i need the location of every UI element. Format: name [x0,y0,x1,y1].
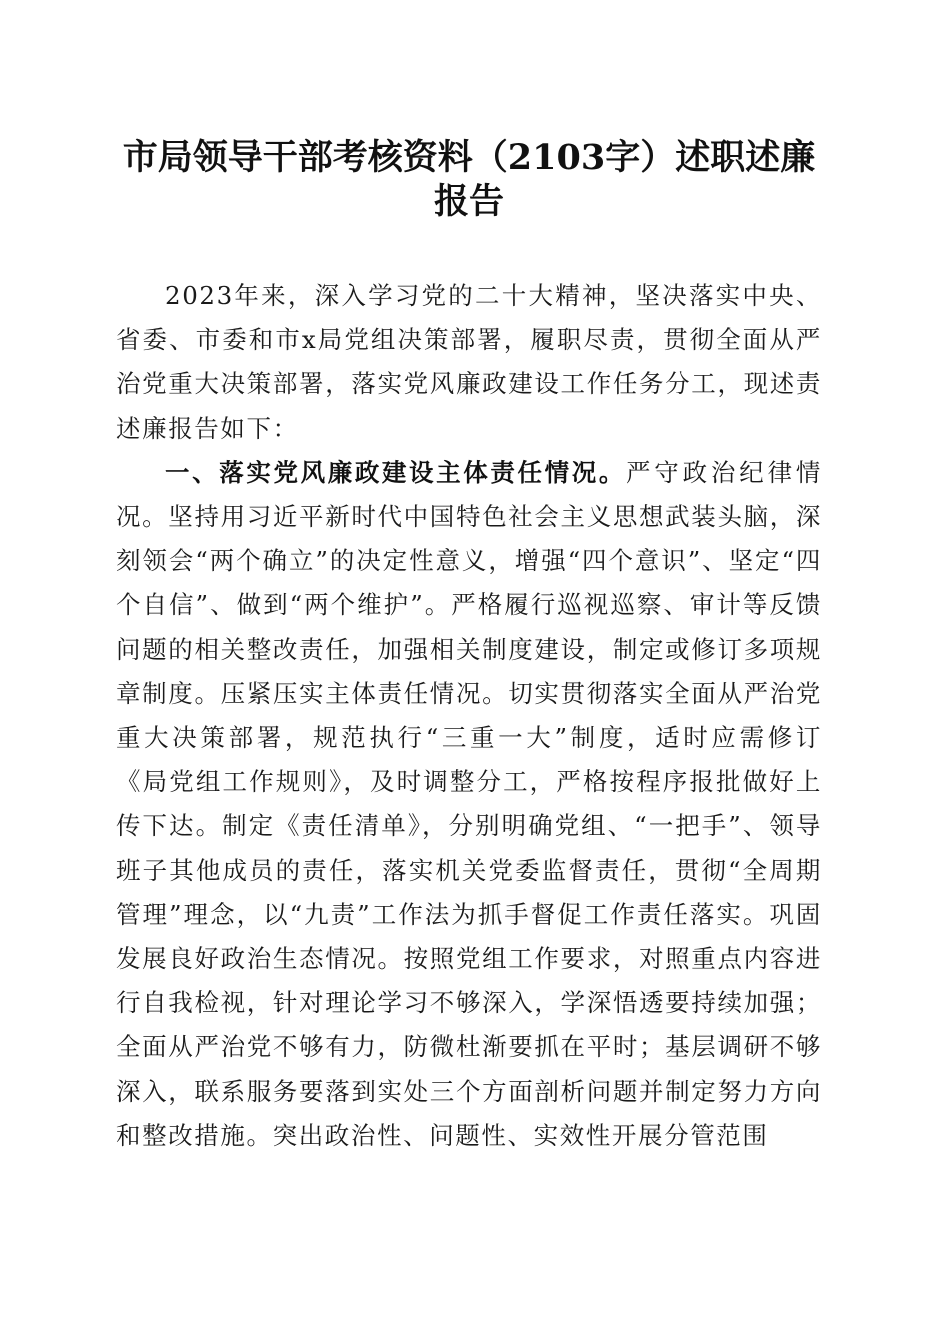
section-1-paragraph [116,451,822,1158]
section-1-heading: 一、落实党风廉政建设主体责任情况。 [165,457,626,487]
title-line-1: 市局领导干部考核资料（2103字）述职述廉 [122,137,816,178]
document-body [116,274,822,1158]
page-title [116,136,822,224]
intro-paragraph: 2023年来，深入学习党的二十大精神，坚决落实中央、省委、市委和市x局党组决策部署，履职尽责，贯彻全面从严治党重大决策部署，落实党风廉政建设工作任务分工，现述责述廉报告如下： [116,281,822,443]
title-line-2: 报告 [433,181,504,222]
section-1-text: 严守政治纪律情况。坚持用习近平新时代中国特色社会主义思想武装头脑，深刻领会“两个确立”的决定性意义，增强“四个意识”、坚定“四个自信”、做到“两个维护”。严格履行巡视巡察、审计等反馈问题的相关整改责任，加强相关制度建设，制定或修订多项规章制度。压紧压实主体责任情况。切实贯彻落实全面从严治党重大决策部署，规范执行“三重一大”制度，适时应需修订《局党组工作规则》，及时调整分工，严格按程序报批做好上传下达。制定《责任清单》，分别明确党组、“一把手”、领导班子其他成员的责任，落实机关党委监督责任，贯彻“全周期管理”理念，以“九责”工作法为抓手督促工作责任落实。巩固发展良好政治生态情况。按照党组工作要求，对照重点内容进行自我检视，针对理论学习不够深入，学深悟透要持续加强；全面从严治党不够有力，防微杜渐要抓在平时；基层调研不够深入，联系服务要落到实处三个方面剖析问题并制定努力方向和整改措施。突出政治性、问题性、实效性开展分管范围 [116,457,822,1150]
